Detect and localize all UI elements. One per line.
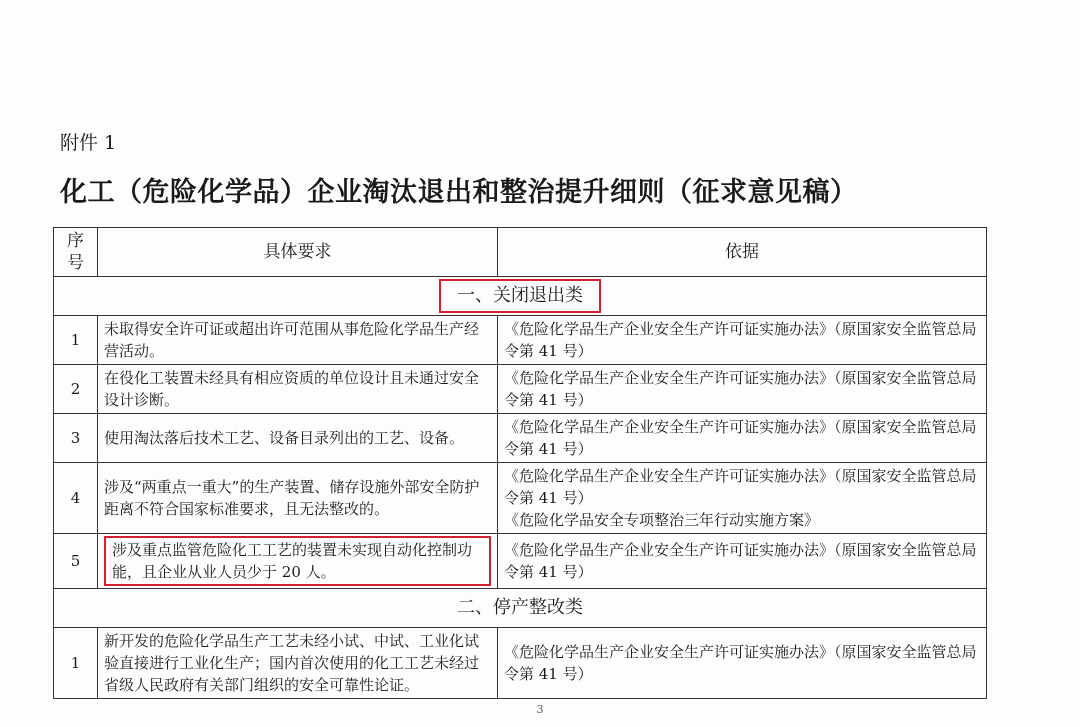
row-requirement: 未取得安全许可证或超出许可范围从事危险化学品生产经营活动。 (98, 316, 498, 365)
header-requirement: 具体要求 (98, 228, 498, 277)
row-requirement: 使用淘汰落后技术工艺、设备目录列出的工艺、设备。 (98, 414, 498, 463)
document-title: 化工（危险化学品）企业淘汰退出和整治提升细则（征求意见稿） (60, 177, 858, 208)
row-basis: 《危险化学品生产企业安全生产许可证实施办法》（原国家安全监管总局令第 41 号） (498, 414, 987, 463)
row-basis: 《危险化学品生产企业安全生产许可证实施办法》（原国家安全监管总局令第 41 号） (498, 534, 987, 589)
section-row-closure (54, 277, 987, 316)
row-number: 5 (54, 534, 98, 589)
table-row (54, 534, 987, 589)
page-number: 3 (536, 703, 544, 716)
table-row (54, 316, 987, 365)
row-number: 1 (54, 628, 98, 699)
requirements-table (53, 227, 987, 699)
row-requirement: 涉及“两重点一重大”的生产装置、储存设施外部安全防护距离不符合国家标准要求，且无法整改的。 (98, 463, 498, 534)
row-basis-primary: 《危险化学品生产企业安全生产许可证实施办法》（原国家安全监管总局令第 41 号） (504, 467, 977, 507)
section-heading-suspension: 二、停产整改类 (457, 597, 583, 618)
row-number: 2 (54, 365, 98, 414)
row-number: 3 (54, 414, 98, 463)
row-basis: 《危险化学品生产企业安全生产许可证实施办法》（原国家安全监管总局令第 41 号） (498, 316, 987, 365)
row-requirement: 新开发的危险化学品生产工艺未经小试、中试、工业化试验直接进行工业化生产；国内首次使用的化工工艺未经过省级人民政府有关部门组织的安全可靠性论证。 (98, 628, 498, 699)
row-basis: 《危险化学品生产企业安全生产许可证实施办法》（原国家安全监管总局令第 41 号） (498, 365, 987, 414)
header-basis: 依据 (498, 228, 987, 277)
row-basis-secondary: 《危险化学品安全专项整治三年行动实施方案》 (504, 511, 820, 529)
row-requirement-highlighted: 涉及重点监管危险化工工艺的装置未实现自动化控制功能，且企业从业人员少于 20 人。 (104, 536, 491, 586)
row-number: 4 (54, 463, 98, 534)
table-row (54, 414, 987, 463)
row-basis: 《危险化学品生产企业安全生产许可证实施办法》（原国家安全监管总局令第 41 号） (498, 628, 987, 699)
table-row (54, 365, 987, 414)
table-header-row (54, 228, 987, 277)
row-requirement: 在役化工装置未经具有相应资质的单位设计且未通过安全设计诊断。 (98, 365, 498, 414)
table-row (54, 628, 987, 699)
table-row (54, 463, 987, 534)
section-heading-closure: 一、关闭退出类 (439, 279, 601, 313)
header-serial-number: 序号 (54, 228, 98, 277)
section-row-suspension (54, 589, 987, 628)
attachment-label: 附件 1 (60, 132, 117, 154)
row-number: 1 (54, 316, 98, 365)
row-basis (498, 463, 987, 534)
